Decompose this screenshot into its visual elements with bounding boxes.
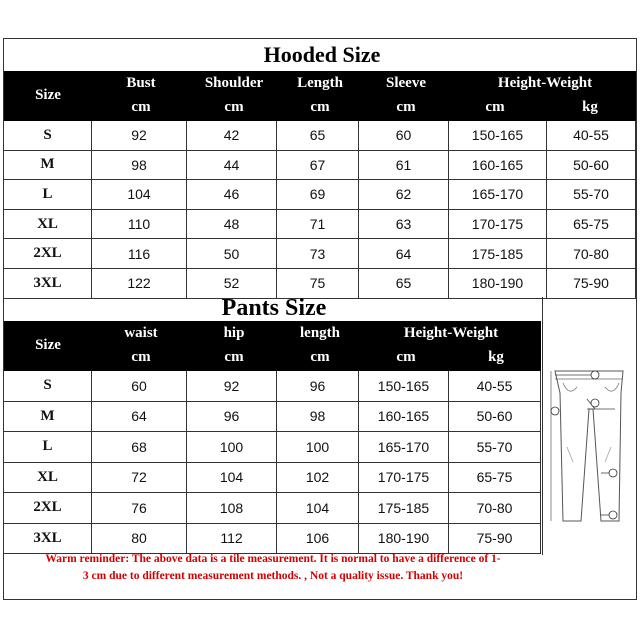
size-cell: L [4, 432, 92, 463]
hooded-height-weight-header: Height-Weight [497, 75, 593, 91]
hooded-size-header: Size [35, 87, 61, 103]
table-row [4, 239, 636, 269]
sleeve-unit: cm [396, 99, 416, 115]
value-cell: 44 [187, 151, 277, 181]
hip-unit: cm [224, 349, 244, 365]
size-cell: 2XL [4, 239, 92, 269]
length-unit: cm [310, 99, 330, 115]
value-cell: 40-55 [449, 371, 541, 402]
table-row [4, 493, 541, 524]
value-cell: 65-75 [449, 463, 541, 494]
value-cell: 50 [187, 239, 277, 269]
pants-header [4, 321, 541, 371]
size-cell: 3XL [4, 269, 92, 299]
table-row [4, 121, 636, 151]
pants-height-unit: cm [396, 349, 416, 365]
value-cell: 92 [187, 371, 277, 402]
value-cell: 108 [187, 493, 277, 524]
value-cell: 71 [277, 210, 359, 240]
value-cell: 65-75 [547, 210, 636, 240]
value-cell: 104 [187, 463, 277, 494]
value-cell: 70-80 [547, 239, 636, 269]
table-row [4, 210, 636, 240]
value-cell: 96 [277, 371, 359, 402]
value-cell: 100 [187, 432, 277, 463]
waist-header: waist [124, 325, 158, 341]
sleeve-header: Sleeve [386, 75, 426, 91]
value-cell: 180-190 [449, 269, 547, 299]
hooded-header [4, 71, 636, 121]
length-header: Length [297, 75, 343, 91]
waist-unit: cm [131, 349, 151, 365]
size-cell: S [4, 371, 92, 402]
value-cell: 160-165 [449, 151, 547, 181]
value-cell: 55-70 [547, 180, 636, 210]
pants-length-unit: cm [310, 349, 330, 365]
table-row [4, 151, 636, 181]
value-cell: 170-175 [359, 463, 449, 494]
pants-size-title: Pants Size [221, 295, 327, 321]
value-cell: 76 [92, 493, 187, 524]
warm-reminder-line-2: 3 cm due to different measurement methods. , Not a quality issue. Thank you! [82, 570, 464, 582]
value-cell: 116 [92, 239, 187, 269]
size-cell: 2XL [4, 493, 92, 524]
value-cell: 96 [187, 402, 277, 433]
bust-header: Bust [126, 75, 156, 91]
table-row [4, 371, 541, 402]
value-cell: 60 [359, 121, 449, 151]
value-cell: 104 [277, 493, 359, 524]
value-cell: 170-175 [449, 210, 547, 240]
value-cell: 70-80 [449, 493, 541, 524]
value-cell: 67 [277, 151, 359, 181]
bust-unit: cm [131, 99, 151, 115]
value-cell: 175-185 [449, 239, 547, 269]
value-cell: 110 [92, 210, 187, 240]
value-cell: 61 [359, 151, 449, 181]
value-cell: 52 [187, 269, 277, 299]
value-cell: 122 [92, 269, 187, 299]
value-cell: 48 [187, 210, 277, 240]
size-cell: XL [4, 463, 92, 494]
value-cell: 98 [92, 151, 187, 181]
value-cell: 75-90 [449, 524, 541, 555]
value-cell: 62 [359, 180, 449, 210]
value-cell: 60 [92, 371, 187, 402]
value-cell: 160-165 [359, 402, 449, 433]
value-cell: 63 [359, 210, 449, 240]
value-cell: 180-190 [359, 524, 449, 555]
value-cell: 50-60 [547, 151, 636, 181]
value-cell: 150-165 [359, 371, 449, 402]
value-cell: 65 [277, 121, 359, 151]
table-row [4, 180, 636, 210]
value-cell: 175-185 [359, 493, 449, 524]
value-cell: 102 [277, 463, 359, 494]
value-cell: 75 [277, 269, 359, 299]
value-cell: 104 [92, 180, 187, 210]
value-cell: 64 [359, 239, 449, 269]
value-cell: 165-170 [359, 432, 449, 463]
value-cell: 42 [187, 121, 277, 151]
shoulder-header: Shoulder [204, 75, 264, 91]
pants-weight-unit: kg [488, 349, 504, 365]
warm-reminder-line-1: Warm reminder: The above data is a tile measurement. It is normal to have a difference of 1- [45, 553, 501, 565]
size-cell: S [4, 121, 92, 151]
size-cell: XL [4, 210, 92, 240]
hip-header: hip [223, 325, 245, 341]
size-cell: L [4, 180, 92, 210]
value-cell: 98 [277, 402, 359, 433]
hooded-weight-unit: kg [582, 99, 598, 115]
pants-measurement-icon [543, 297, 638, 555]
value-cell: 150-165 [449, 121, 547, 151]
value-cell: 100 [277, 432, 359, 463]
table-row [4, 463, 541, 494]
value-cell: 68 [92, 432, 187, 463]
hooded-size-title: Hooded Size [263, 42, 381, 67]
value-cell: 92 [92, 121, 187, 151]
value-cell: 64 [92, 402, 187, 433]
value-cell: 75-90 [547, 269, 636, 299]
value-cell: 106 [277, 524, 359, 555]
warm-reminder-note [4, 551, 542, 585]
value-cell: 80 [92, 524, 187, 555]
size-chart [3, 38, 637, 600]
value-cell: 69 [277, 180, 359, 210]
value-cell: 72 [92, 463, 187, 494]
table-row [4, 524, 541, 555]
pants-diagram [542, 297, 638, 555]
table-row [4, 402, 541, 433]
pants-size-header: Size [35, 337, 61, 353]
table-row [4, 432, 541, 463]
size-cell: 3XL [4, 524, 92, 555]
value-cell: 50-60 [449, 402, 541, 433]
pants-height-weight-header: Height-Weight [403, 325, 499, 341]
pants-length-header: length [299, 325, 341, 341]
value-cell: 40-55 [547, 121, 636, 151]
value-cell: 65 [359, 269, 449, 299]
shoulder-unit: cm [224, 99, 244, 115]
hooded-height-unit: cm [485, 99, 505, 115]
value-cell: 112 [187, 524, 277, 555]
value-cell: 46 [187, 180, 277, 210]
value-cell: 73 [277, 239, 359, 269]
size-cell: M [4, 151, 92, 181]
value-cell: 55-70 [449, 432, 541, 463]
size-cell: M [4, 402, 92, 433]
value-cell: 165-170 [449, 180, 547, 210]
